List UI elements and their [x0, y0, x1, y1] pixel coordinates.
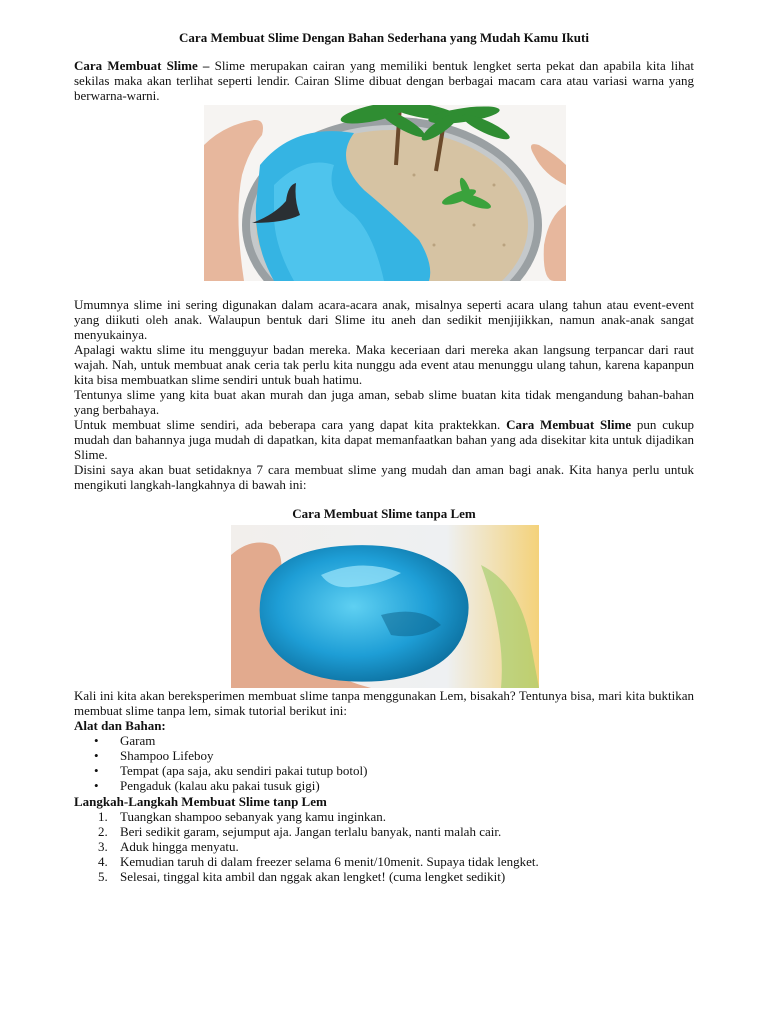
materials-item: • Pengaduk (kalau aku pakai tusuk gigi)	[74, 778, 367, 793]
step-item	[74, 809, 539, 824]
steps-heading: Langkah-Langkah Membuat Slime tanp Lem	[74, 794, 327, 809]
slime-beach-photo	[204, 105, 566, 281]
step-item	[74, 869, 539, 884]
step-text: Selesai, tinggal kita ambil dan nggak akan lengket! (cuma lengket sedikit)	[120, 869, 506, 884]
slime-beach-illustration	[204, 105, 566, 281]
paragraph-2: Apalagi waktu slime itu mengguyur badan mereka. Maka keceriaan dari mereka akan langsung terpancar dari raut wajah. Nah, untuk membuat anak ceria tak perlu kita nunggu ada event atau menunggu ulang tahun, karena kapanpun kita bisa membuatkan slime sendiri untuk buah hatimu.	[74, 342, 694, 387]
methods-text-after: pun cukup mudah dan bahannya juga mudah di dapatkan, kita dapat memanfaatkan bahan yang ada disekitar kita untuk dijadikan Slime.	[74, 417, 694, 462]
step-text: Kemudian taruh di dalam freezer selama 6 menit/10menit. Supaya tidak lengket.	[120, 854, 539, 869]
steps-list	[74, 809, 539, 884]
step-text: Beri sedikit garam, sejumput aja. Jangan terlalu banyak, nanti malah cair.	[120, 824, 502, 839]
methods-bold: Cara Membuat Slime	[506, 417, 632, 432]
paragraph-3: Tentunya slime yang kita buat akan murah dan juga aman, sebab slime buatan kita tidak mengandung bahan-bahan yang berbahaya.	[74, 387, 694, 417]
methods-text-before: Untuk membuat slime sendiri, ada beberapa cara yang dapat kita praktekkan.	[74, 417, 507, 432]
step-number: 3.	[98, 839, 108, 854]
step-text: Tuangkan shampoo sebanyak yang kamu inginkan.	[120, 809, 386, 824]
paragraph-methods	[74, 417, 694, 462]
step-number: 1.	[98, 809, 108, 824]
section-heading: Cara Membuat Slime tanpa Lem	[292, 506, 476, 521]
step-item	[74, 839, 539, 854]
paragraph-1: Umumnya slime ini sering digunakan dalam acara-acara anak, misalnya seperti acara ulang tahun atau event-event yang diikuti oleh anak. Walaupun bentuk dari Slime itu aneh dan sedikit menjijikkan, namun anak-anak sangat menyukainya.	[74, 297, 694, 342]
intro-bold-lead: Cara Membuat Slime –	[74, 58, 210, 73]
slime-hand-photo	[231, 525, 539, 688]
paragraph-experiment: Kali ini kita akan bereksperimen membuat slime tanpa menggunakan Lem, bisakah? Tentunya bisa, mari kita buktikan membuat slime tanpa lem, simak tutorial berikut ini:	[74, 688, 694, 718]
materials-heading: Alat dan Bahan:	[74, 718, 166, 733]
step-item	[74, 824, 539, 839]
document-title: Cara Membuat Slime Dengan Bahan Sederhana yang Mudah Kamu Ikuti	[179, 30, 589, 45]
step-number: 2.	[98, 824, 108, 839]
materials-item: • Tempat (apa saja, aku sendiri pakai tutup botol)	[74, 763, 367, 778]
intro-text: Slime merupakan cairan yang memiliki bentuk lengket serta pekat dan apabila kita lihat sekilas maka akan terlihat seperti lendir. Cairan Slime dibuat dengan berbagai macam cara atau variasi warna yang berwarna-warni.	[74, 58, 694, 103]
materials-list	[74, 733, 367, 793]
step-text: Aduk hingga menyatu.	[120, 839, 239, 854]
intro-paragraph	[74, 58, 694, 103]
paragraph-seven-ways: Disini saya akan buat setidaknya 7 cara membuat slime yang mudah dan aman bagi anak. Kita hanya perlu untuk mengikuti langkah-langkahnya di bawah ini:	[74, 462, 694, 492]
step-number: 5.	[98, 869, 108, 884]
materials-item: • Shampoo Lifeboy	[74, 748, 367, 763]
step-item	[74, 854, 539, 869]
materials-item: • Garam	[74, 733, 367, 748]
slime-hand-illustration	[231, 525, 539, 688]
step-number: 4.	[98, 854, 108, 869]
